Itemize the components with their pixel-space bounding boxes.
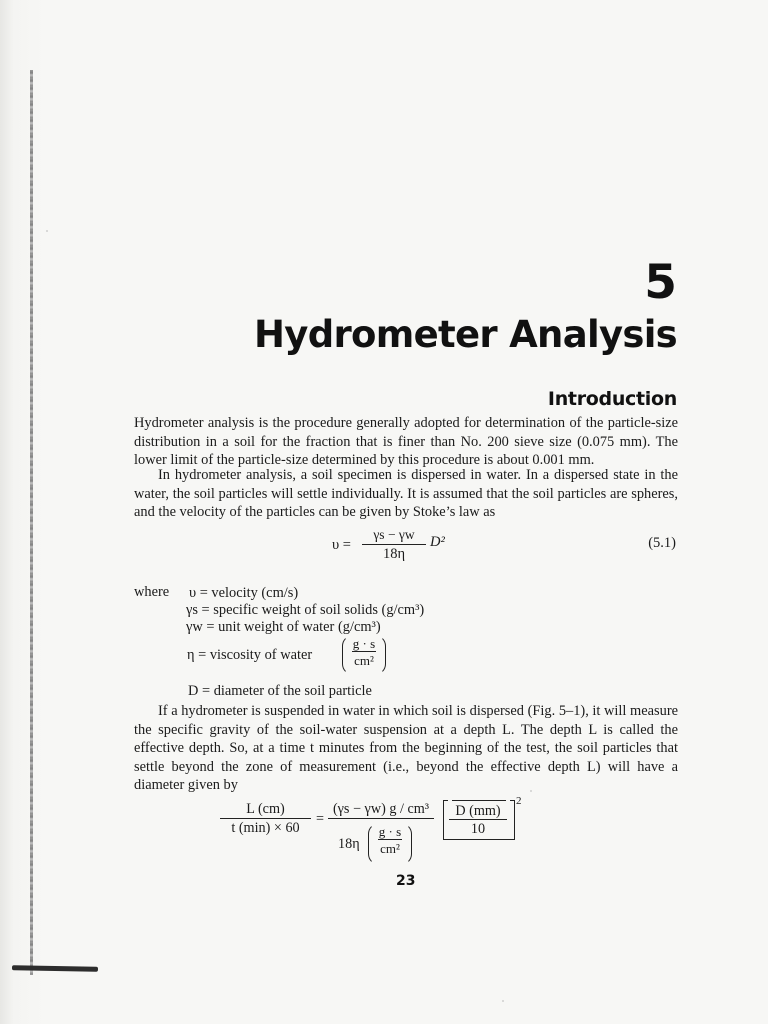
equals-sign: =	[316, 811, 325, 827]
equation-fraction-right	[449, 803, 507, 838]
fraction-denominator: t (min) × 60	[231, 820, 300, 836]
equation-tail: D²	[430, 534, 445, 550]
unit-denominator: cm²	[380, 841, 400, 856]
section-title: Introduction	[547, 388, 677, 410]
equation-number: (5.1)	[648, 535, 676, 551]
paragraph-intro: Hydrometer analysis is the procedure generally adopted for determination of the particle-size distribution in a soil for the fraction that is finer than No. 200 sieve size (0.075 mm). The lower limit of the particle-size determined by this procedure is about 0.001 mm.	[134, 415, 678, 468]
equation-denominator: 18η	[382, 546, 406, 562]
fraction-numerator: (γs − γw) g / cm³	[328, 800, 434, 819]
equation-power: 2	[516, 795, 522, 807]
binding-line	[30, 70, 33, 975]
definition-line: γw = unit weight of water (g/cm³)	[186, 619, 381, 635]
equation-fraction-middle	[328, 800, 434, 869]
page-speck	[502, 1000, 504, 1002]
page-number: 23	[396, 873, 416, 889]
viscosity-unit-fraction	[368, 823, 412, 867]
chapter-title: Hydrometer Analysis	[254, 313, 677, 356]
fraction-numerator: L (cm)	[220, 800, 311, 819]
fraction-denominator	[328, 819, 434, 869]
denominator-base: 18η	[338, 836, 360, 852]
definition-line: η = viscosity of water	[187, 647, 313, 663]
binding-shadow	[0, 0, 44, 1024]
definition-line: υ = velocity (cm/s)	[189, 585, 299, 601]
equation-fraction-left	[220, 800, 311, 838]
paragraph-stokes-law: In hydrometer analysis, a soil specimen is dispersed in water. In a dispersed state in the water, the soil particles will settle individually. It is assumed that the soil particles are spheres, and the velocity of the particles can be given by Stoke’s law as	[134, 467, 678, 520]
fraction-numerator: D (mm)	[449, 803, 507, 820]
viscosity-unit-fraction	[342, 635, 386, 677]
where-label: where	[134, 584, 170, 600]
definition-line: D = diameter of the soil particle	[188, 683, 372, 699]
fraction-denominator: 10	[470, 821, 486, 837]
equation-numerator: γs − γw	[362, 527, 426, 545]
equation-lhs: υ =	[332, 537, 351, 553]
viscosity-unit-numerator: g · s	[352, 636, 376, 651]
unit-numerator: g · s	[378, 824, 402, 839]
paragraph-hydrometer-depth: If a hydrometer is suspended in water in which soil is dispersed (Fig. 5–1), it will measure the specific gravity of the soil-water suspension at a depth L. The depth L is called the effective depth. So, at a time t minutes from the beginning of the test, the soil particles that settle beyond the zone of measurement (i.e., beyond the effective depth L) will have a diameter given by	[134, 703, 678, 793]
viscosity-unit-denominator: cm²	[354, 653, 374, 668]
definition-line: γs = specific weight of soil solids (g/cm³)	[186, 602, 425, 618]
equation-particle-diameter	[220, 795, 560, 874]
chapter-number: 5	[644, 255, 677, 310]
equation-fraction	[362, 527, 426, 564]
page-speck	[46, 230, 48, 232]
